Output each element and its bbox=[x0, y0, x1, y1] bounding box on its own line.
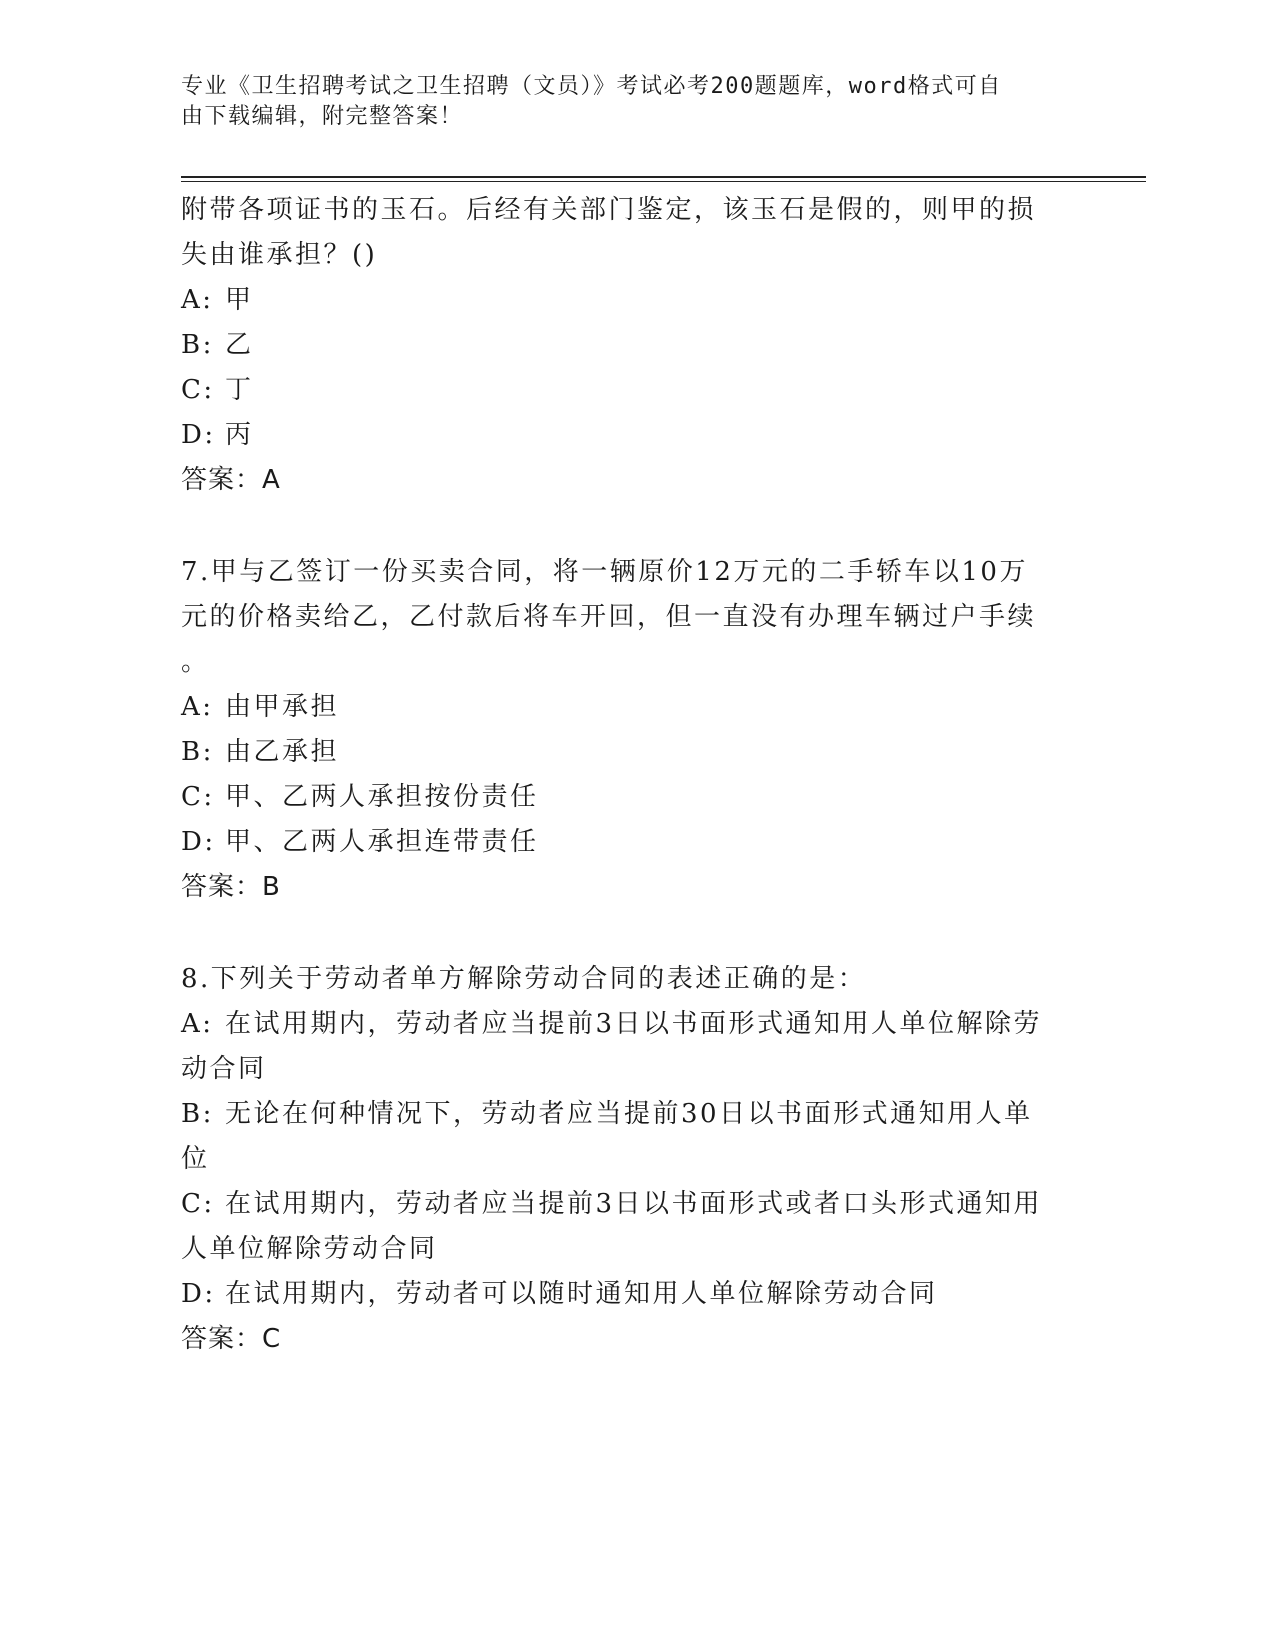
question-text: 8.下列关于劳动者单方解除劳动合同的表述正确的是： bbox=[181, 964, 867, 994]
document-body bbox=[181, 188, 1061, 1362]
answer-line: 答案：C bbox=[181, 1324, 282, 1354]
option-d: D: 在试用期内，劳动者可以随时通知用人单位解除劳动合同 bbox=[181, 1279, 938, 1309]
option-d: D: 丙 bbox=[181, 420, 254, 450]
option-d: D: 甲、乙两人承担连带责任 bbox=[181, 827, 539, 857]
question-spacer bbox=[181, 503, 1061, 550]
option-b: B: 乙 bbox=[181, 330, 254, 360]
question-spacer bbox=[181, 910, 1061, 957]
option-b: B: 无论在何种情况下，劳动者应当提前30日以书面形式通知用人单 bbox=[181, 1099, 1033, 1129]
answer-line: 答案：B bbox=[181, 872, 281, 902]
option-c: C: 甲、乙两人承担按份责任 bbox=[181, 782, 539, 812]
option-a: A: 在试用期内，劳动者应当提前3日以书面形式通知用人单位解除劳 bbox=[181, 1009, 1043, 1039]
question-6 bbox=[181, 188, 1061, 503]
question-text: 附带各项证书的玉石。后经有关部门鉴定，该玉石是假的，则甲的损 bbox=[181, 195, 1037, 225]
header-divider-thick bbox=[181, 176, 1146, 178]
option-a-continued: 动合同 bbox=[181, 1054, 267, 1084]
header-divider-thin bbox=[181, 181, 1146, 182]
option-c-continued: 人单位解除劳动合同 bbox=[181, 1234, 438, 1264]
option-a: A: 甲 bbox=[181, 285, 254, 315]
option-c: C: 在试用期内，劳动者应当提前3日以书面形式或者口头形式通知用 bbox=[181, 1189, 1043, 1219]
question-text: 7.甲与乙签订一份买卖合同，将一辆原价12万元的二手轿车以10万 bbox=[181, 557, 1028, 587]
option-a: A: 由甲承担 bbox=[181, 692, 340, 722]
question-8 bbox=[181, 957, 1061, 1362]
option-c: C: 丁 bbox=[181, 375, 254, 405]
option-b-continued: 位 bbox=[181, 1144, 210, 1174]
question-text: 失由谁承担？() bbox=[181, 240, 378, 270]
option-b: B: 由乙承担 bbox=[181, 737, 340, 767]
answer-line: 答案：A bbox=[181, 465, 281, 495]
question-text: 。 bbox=[181, 647, 210, 677]
document-header bbox=[181, 72, 1061, 132]
question-7 bbox=[181, 550, 1061, 910]
question-text: 元的价格卖给乙，乙付款后将车开回，但一直没有办理车辆过户手续 bbox=[181, 602, 1037, 632]
header-line-1: 专业《卫生招聘考试之卫生招聘（文员）》考试必考200题题库，word格式可自 bbox=[181, 74, 1002, 99]
header-line-2: 由下载编辑，附完整答案！ bbox=[181, 104, 464, 129]
